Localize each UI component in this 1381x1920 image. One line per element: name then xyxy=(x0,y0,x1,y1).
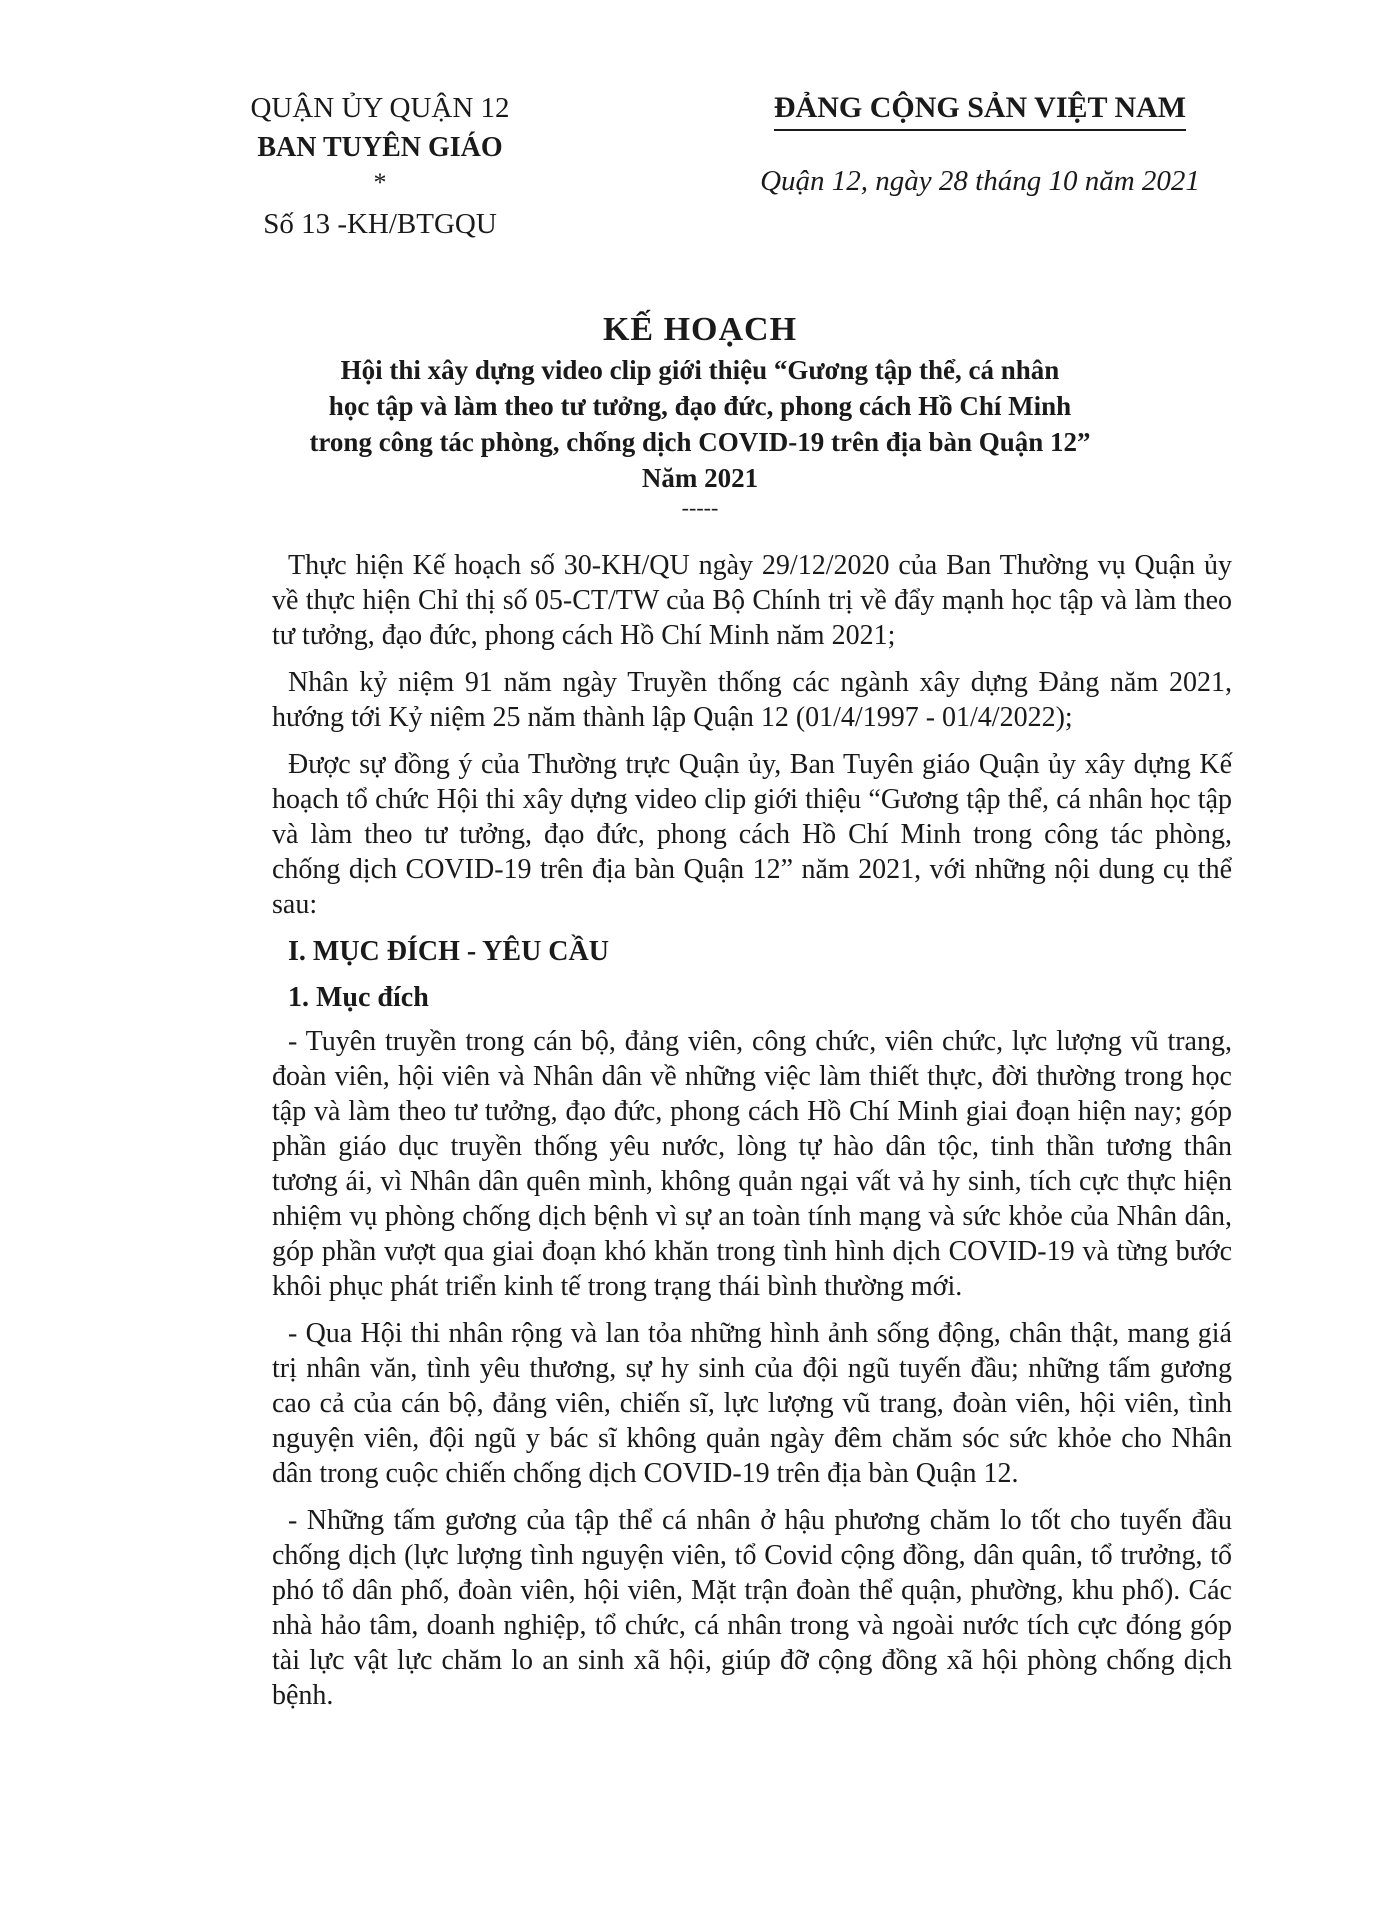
intro-paragraph-1: Thực hiện Kế hoạch số 30-KH/QU ngày 29/12/2020 của Ban Thường vụ Quận ủy về thực hiện Chỉ thị số 05-CT/TW của Bộ Chính trị về đẩy mạnh học tập và làm theo tư tưởng, đạo đức, phong cách Hồ Chí Minh năm 2021; xyxy=(272,550,1232,651)
title-main: KẾ HOẠCH xyxy=(602,311,798,348)
document-title xyxy=(200,308,1200,518)
national-header xyxy=(700,88,1260,201)
section-heading: I. MỤC ĐÍCH - YÊU CẦU xyxy=(288,936,609,967)
issuer-block xyxy=(215,88,545,244)
title-sub-line-2: học tập và làm theo tư tưởng, đạo đức, phong cách Hồ Chí Minh xyxy=(328,391,1072,421)
intro-paragraph-2: Nhân kỷ niệm 91 năm ngày Truyền thống các ngành xây dựng Đảng năm 2021, hướng tới Kỷ niệm 25 năm thành lập Quận 12 (01/4/1997 - 01/4/2022); xyxy=(272,667,1232,733)
issuer-star: * xyxy=(373,168,387,197)
document-number: Số 13 -KH/BTGQU xyxy=(263,208,497,240)
title-sub-line-1: Hội thi xây dựng video clip giới thiệu “Gương tập thể, cá nhân xyxy=(340,355,1060,385)
title-year: Năm 2021 xyxy=(641,463,759,493)
subsection-heading: 1. Mục đích xyxy=(288,982,429,1013)
title-sub-line-3: trong công tác phòng, chống dịch COVID-19 trên địa bàn Quận 12” xyxy=(309,427,1091,457)
document-body xyxy=(272,548,1232,1725)
title-separator: ----- xyxy=(681,495,719,520)
purpose-paragraph-1: - Tuyên truyền trong cán bộ, đảng viên, công chức, viên chức, lực lượng vũ trang, đoàn viên, hội viên và Nhân dân về những việc làm thiết thực, đời thường trong học tập và làm theo tư tưởng, đạo đức, phong cách Hồ Chí Minh giai đoạn hiện nay; góp phần giáo dục truyền thống yêu nước, lòng tự hào dân tộc, tinh thần tương thân tương ái, vì Nhân dân quên mình, không quản ngại vất vả hy sinh, tích cực thực hiện nhiệm vụ phòng chống dịch bệnh vì sự an toàn tính mạng và sức khỏe của Nhân dân, góp phần vượt qua giai đoạn khó khăn trong tình hình dịch COVID-19 và từng bước khôi phục phát triển kinh tế trong trạng thái bình thường mới. xyxy=(272,1026,1232,1302)
document-date: Quận 12, ngày 28 tháng 10 năm 2021 xyxy=(760,165,1200,197)
intro-paragraph-3: Được sự đồng ý của Thường trực Quận ủy, Ban Tuyên giáo Quận ủy xây dựng Kế hoạch tổ chức Hội thi xây dựng video clip giới thiệu “Gương tập thể, cá nhân học tập và làm theo tư tưởng, đạo đức, phong cách Hồ Chí Minh trong công tác phòng, chống dịch COVID-19 trên địa bàn Quận 12” năm 2021, với những nội dung cụ thể sau: xyxy=(272,749,1232,920)
purpose-paragraph-3: - Những tấm gương của tập thể cá nhân ở hậu phương chăm lo tốt cho tuyến đầu chống dịch (lực lượng tình nguyện viên, tổ Covid cộng đồng, dân quân, tổ trưởng, tổ phó tổ dân phố, đoàn viên, hội viên, Mặt trận đoàn thể quận, phường, khu phố). Các nhà hảo tâm, doanh nghiệp, tổ chức, cá nhân trong và ngoài nước tích cực đóng góp tài lực vật lực chăm lo an sinh xã hội, giúp đỡ cộng đồng xã hội phòng chống dịch bệnh. xyxy=(272,1505,1232,1711)
party-name: ĐẢNG CỘNG SẢN VIỆT NAM xyxy=(774,88,1186,131)
purpose-paragraph-2: - Qua Hội thi nhân rộng và lan tỏa những hình ảnh sống động, chân thật, mang giá trị nhân văn, tình yêu thương, sự hy sinh của đội ngũ tuyến đầu; những tấm gương cao cả của cán bộ, đảng viên, chiến sĩ, lực lượng vũ trang, đoàn viên, hội viên, tình nguyện viên, đội ngũ y bác sĩ không quản ngày đêm chăm sóc sức khỏe cho Nhân dân trong cuộc chiến chống dịch COVID-19 trên địa bàn Quận 12. xyxy=(272,1318,1232,1489)
issuer-org: QUẬN ỦY QUẬN 12 xyxy=(250,92,510,124)
issuer-department: BAN TUYÊN GIÁO xyxy=(257,132,503,163)
